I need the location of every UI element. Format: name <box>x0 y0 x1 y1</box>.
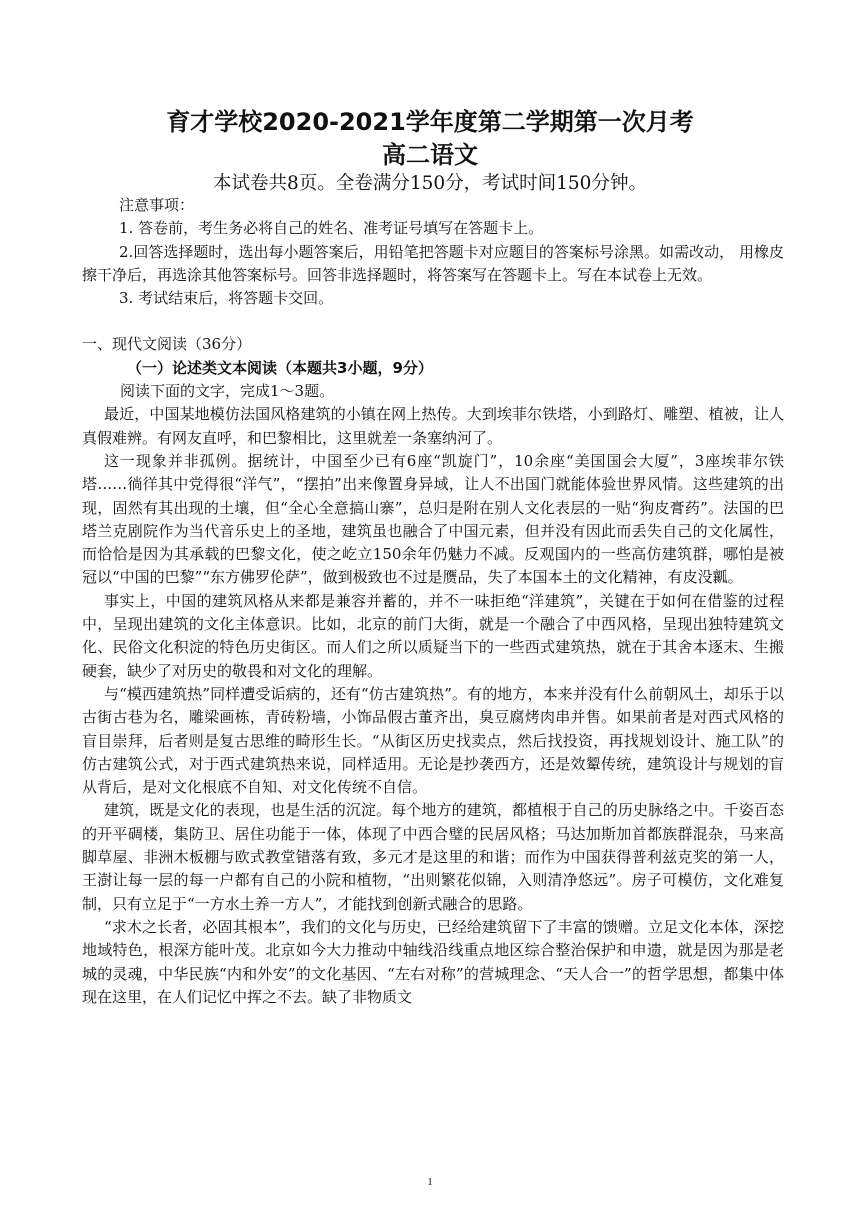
subject-title: 高二语文 <box>382 141 478 169</box>
reading-instruction: 阅读下面的文字，完成1～3题。 <box>120 382 335 401</box>
passage-paragraph-5: 建筑，既是文化的表现，也是生活的沉淀。每个地方的建筑，都植根于自己的历史脉络之中。千姿百态的开平碉楼，集防卫、居住功能于一体，体现了中西合璧的民居风格；马达加斯加首都族群混杂，马来高脚草屋、非洲木板棚与欧式教堂错落有致，多元才是这里的和谐；而作为中国获得普利兹克奖的第一人，王澍让每一层的每一户都有自己的小院和植物，“出则繁花似锦，入则清净悠远”。房子可模仿，文化难复制，只有立足于“一方水土养一方人”，才能找到创新式融合的思路。 <box>82 801 784 913</box>
passage-paragraph-1: 最近，中国某地模仿法国风格建筑的小镇在网上热传。大到埃菲尔铁塔，小到路灯、雕塑、植被，让人真假难辨。有网友直呼，和巴黎相比，这里就差一条塞纳河了。 <box>82 405 784 447</box>
exam-info: 本试卷共8页。全卷满分150分，考试时间150分钟。 <box>213 173 647 194</box>
passage-paragraph-6: “求木之长者，必固其根本”，我们的文化与历史，已经给建筑留下了丰富的馈赠。立足文化本体，深挖地域特色，根深方能叶茂。北京如今大力推动中轴线沿线重点地区综合整治保护和申遗，就是因为那是老城的灵魂，中华民族“内和外安”的文化基因、“左右对称”的营城理念、“天人合一”的哲学思想，都集中体现在这里，在人们记忆中挥之不去。缺了非物质文 <box>82 917 784 1006</box>
spacer <box>82 310 784 333</box>
notice-item-3: 3. 考试结束后，将答题卡交回。 <box>119 289 334 308</box>
notice-item-1: 1. 答卷前，考生务必将自己的姓名、准考证号填写在答题卡上。 <box>119 219 544 238</box>
section-heading: 一、现代文阅读（36分） <box>82 335 252 354</box>
passage-paragraph-4: 与“模西建筑热”同样遭受诟病的，还有“仿古建筑热”。有的地方，本来并没有什么前朝风土，却乐于以古街古巷为名，雕梁画栋，青砖粉墙，小饰品假古董齐出，臭豆腐烤肉串并售。如果前者是对西式风格的盲目崇拜，后者则是复古思维的畸形生长。“从街区历史找卖点，然后找投资，再找规划设计、施工队”的仿古建筑公式，对于西式建筑热来说，同样适用。无论是抄袭西方，还是效颦传统，建筑设计与规划的盲从背后，是对文化根底不自知、对文化传统不自信。 <box>82 684 784 797</box>
page-number: 1 <box>427 1176 433 1188</box>
exam-title: 育才学校2020-2021学年度第二学期第一次月考 <box>166 108 694 136</box>
subsection-heading: （一）论述类文本阅读（本题共3小题，9分） <box>127 358 433 377</box>
notice-heading: 注意事项： <box>119 196 195 214</box>
document-body <box>82 194 784 1009</box>
notice-item-2: 2.回答选择题时，选出每小题答案后，用铅笔把答题卡对应题目的答案标号涂黑。如需改动， 用橡皮擦干净后，再选涂其他答案标号。回答非选择题时，将答案写在答题卡上。写在本试卷上无效。 <box>82 242 784 284</box>
passage-paragraph-3: 事实上，中国的建筑风格从来都是兼容并蓄的，并不一味拒绝“洋建筑”，关键在于如何在借鉴的过程中，呈现出建筑的文化主体意识。比如，北京的前门大街，就是一个融合了中西风格，呈现出独特建筑文化、民俗文化积淀的特色历史街区。而人们之所以质疑当下的一些西式建筑热，就在于其舍本逐末、生搬硬套，缺少了对历史的敬畏和对文化的理解。 <box>82 591 784 680</box>
passage-paragraph-2: 这一现象并非孤例。据统计，中国至少已有6座“凯旋门”，10余座“美国国会大厦”，3座埃菲尔铁塔……徜徉其中党得很“洋气”，“摆拍”出来像置身异域，让人不出国门就能体验世界风情。这些建筑的出现，固然有其出现的土壤，但“全心全意搞山寨”，总归是附在别人文化表层的一贴“狗皮膏药”。法国的巴塔兰克剧院作为当代音乐史上的圣地，建筑虽也融合了中国元素，但并没有因此而丢失自己的文化属性，而恰恰是因为其承载的巴黎文化，使之屹立150余年仍魅力不减。反观国内的一些高仿建筑群，哪怕是被冠以“中国的巴黎”“东方佛罗伦萨”，做到极致也不过是赝品，失了本国本土的文化精神，有皮没瓤。 <box>82 451 784 587</box>
